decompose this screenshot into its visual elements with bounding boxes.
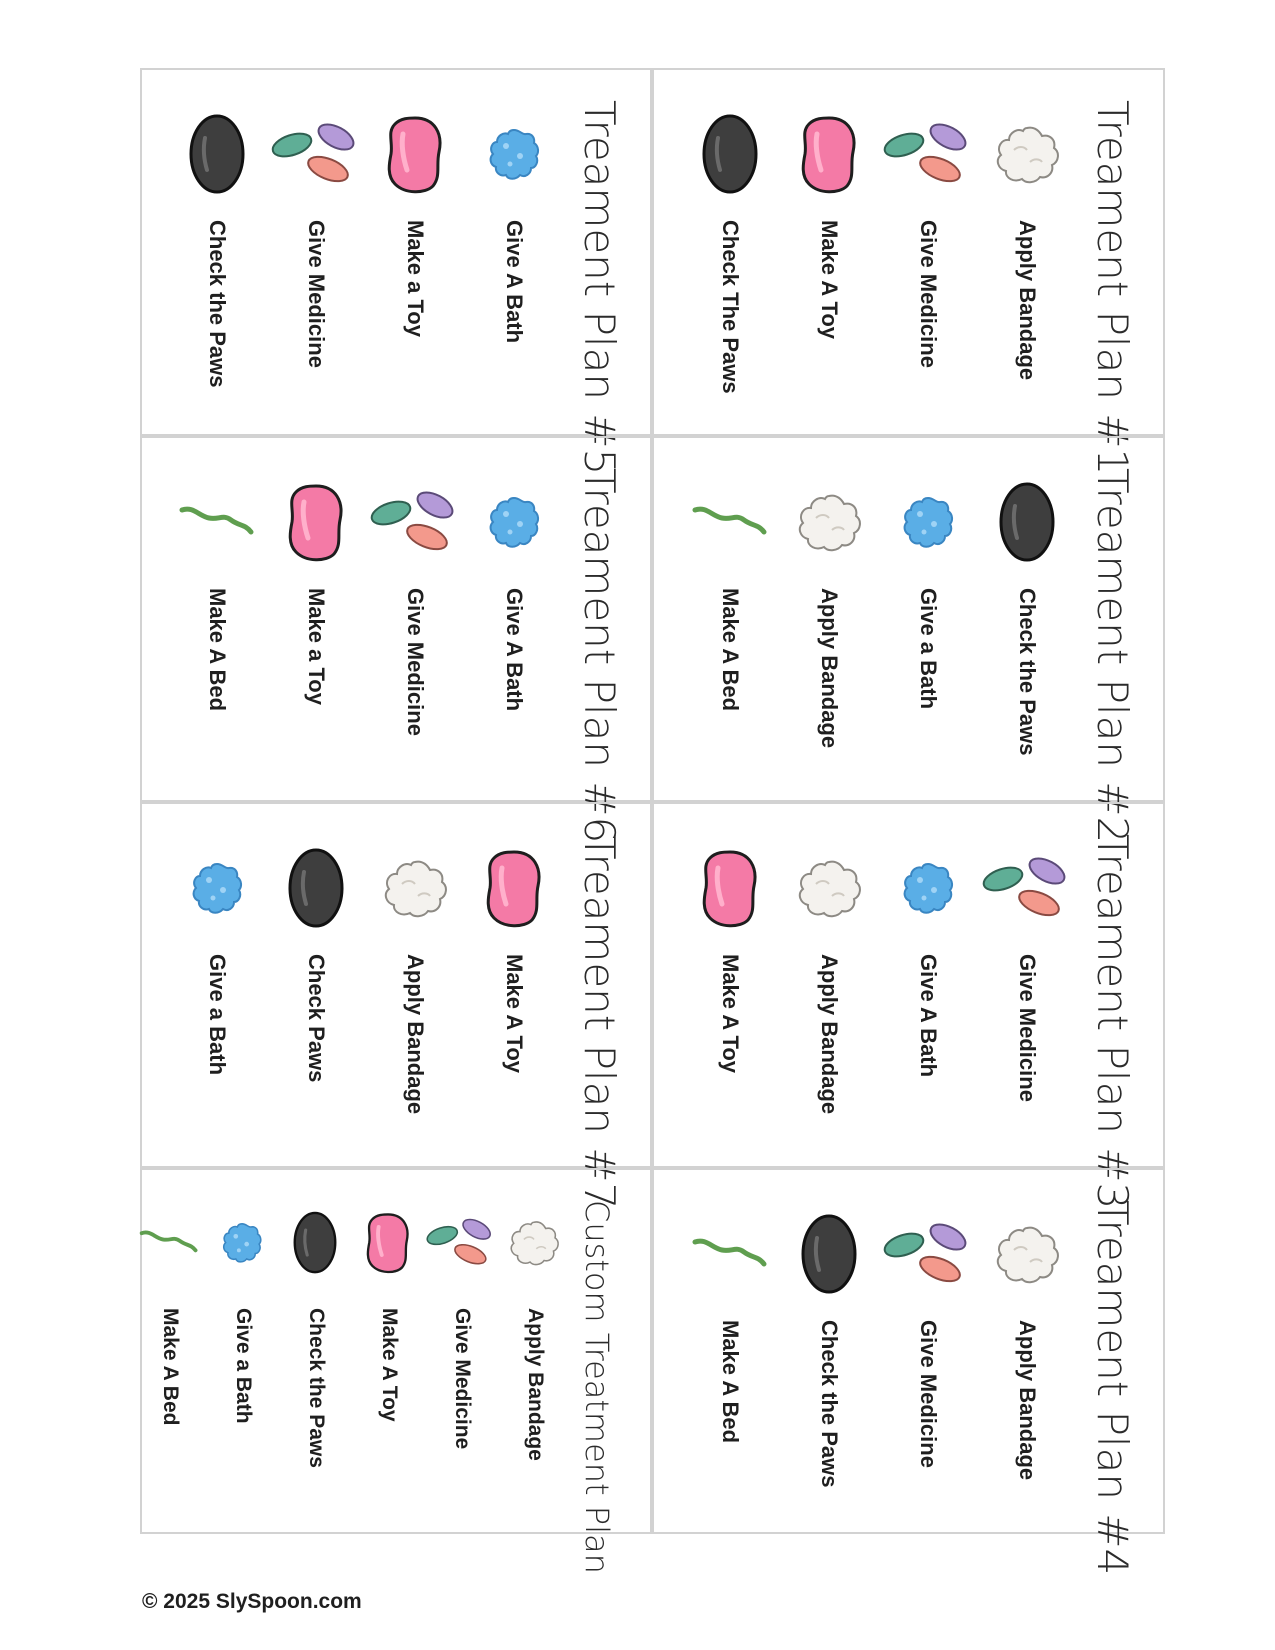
medicine-pills-icon (270, 119, 362, 194)
treatment-step-label: Check the Paws (817, 1320, 843, 1488)
treatment-step-label: Make a Toy (304, 588, 330, 705)
cotton-ball-icon (794, 490, 864, 559)
blue-puff-icon (486, 126, 542, 187)
pink-bean-icon (698, 848, 762, 933)
treatment-step-label: Make A Toy (718, 954, 744, 1073)
blue-puff-icon (189, 860, 245, 921)
treatment-step-label: Apply Bandage (817, 954, 843, 1115)
plan-title: Treament Plan #7 (575, 834, 624, 1210)
plan-title: Treament Plan #3 (1088, 834, 1137, 1210)
treatment-step-label: Check the Paws (205, 220, 231, 388)
plan-title: Treament Plan #5 (575, 100, 624, 476)
cotton-ball-icon (992, 122, 1062, 191)
plan-title: Treament Plan #1 (1088, 100, 1137, 476)
medicine-pills-icon (369, 487, 461, 562)
cotton-ball-icon (507, 1218, 562, 1272)
treatment-step-label: Apply Bandage (403, 954, 429, 1115)
treatment-step-label: Give a Bath (231, 1308, 255, 1424)
plan-title: Treament Plan #4 (1088, 1200, 1137, 1576)
treatment-step-label: Give a Bath (916, 588, 942, 710)
treatment-step-label: Give Medicine (403, 588, 429, 736)
blue-puff-icon (220, 1221, 264, 1269)
treatment-step-label: Give A Bath (916, 954, 942, 1078)
treatment-step-label: Make A Toy (377, 1308, 401, 1422)
treatment-step-label: Make A Toy (502, 954, 528, 1073)
plan-title: Treament Plan #2 (1088, 468, 1137, 844)
blue-puff-icon (900, 494, 956, 555)
pink-bean-icon (383, 114, 447, 199)
green-string-icon (692, 1234, 768, 1279)
treatment-step-label: Give Medicine (916, 220, 942, 368)
medicine-pills-icon (981, 853, 1073, 928)
treatment-step-label: Make a Toy (403, 220, 429, 337)
treatment-step-label: Give Medicine (1015, 954, 1041, 1102)
treatment-step-label: Apply Bandage (1015, 1320, 1041, 1481)
green-string-icon (179, 502, 255, 547)
blue-puff-icon (900, 860, 956, 921)
treatment-step-label: Make A Toy (817, 220, 843, 339)
blue-puff-icon (486, 494, 542, 555)
treatment-step-label: Apply Bandage (523, 1308, 547, 1461)
treatment-step-label: Give Medicine (304, 220, 330, 368)
plan-title: Custom Treatment Plan (578, 1200, 616, 1574)
treatment-step-label: Apply Bandage (1015, 220, 1041, 381)
cotton-ball-icon (992, 1222, 1062, 1291)
medicine-pills-icon (882, 1219, 974, 1294)
treatment-step-label: Check the Paws (1015, 588, 1041, 756)
copyright-footer: © 2025 SlySpoon.com (142, 1590, 362, 1613)
black-bean-icon (187, 112, 247, 201)
pink-bean-icon (797, 114, 861, 199)
plan-title: Treament Plan #6 (575, 468, 624, 844)
black-bean-icon (700, 112, 760, 201)
treatment-step-label: Make A Bed (718, 588, 744, 712)
treatment-step-label: Make A Bed (158, 1308, 182, 1426)
treatment-step-label: Give A Bath (502, 220, 528, 344)
black-bean-icon (799, 1212, 859, 1301)
treatment-step-label: Check The Paws (718, 220, 744, 394)
treatment-step-label: Check Paws (304, 954, 330, 1083)
treatment-step-label: Apply Bandage (817, 588, 843, 749)
treatment-step-label: Check the Paws (304, 1308, 328, 1468)
treatment-step-label: Give A Bath (502, 588, 528, 712)
treatment-step-label: Give a Bath (205, 954, 231, 1076)
green-string-icon (139, 1227, 198, 1262)
treatment-step-label: Give Medicine (916, 1320, 942, 1468)
pink-bean-icon (363, 1211, 413, 1277)
cotton-ball-icon (380, 856, 450, 925)
treatment-step-label: Give Medicine (450, 1308, 474, 1450)
treatment-step-label: Make A Bed (205, 588, 231, 712)
black-bean-icon (292, 1210, 339, 1279)
black-bean-icon (286, 846, 346, 935)
pink-bean-icon (284, 482, 348, 567)
green-string-icon (692, 502, 768, 547)
medicine-pills-icon (882, 119, 974, 194)
pink-bean-icon (482, 848, 546, 933)
medicine-pills-icon (425, 1215, 497, 1274)
cotton-ball-icon (794, 856, 864, 925)
black-bean-icon (997, 480, 1057, 569)
treatment-step-label: Make A Bed (718, 1320, 744, 1444)
